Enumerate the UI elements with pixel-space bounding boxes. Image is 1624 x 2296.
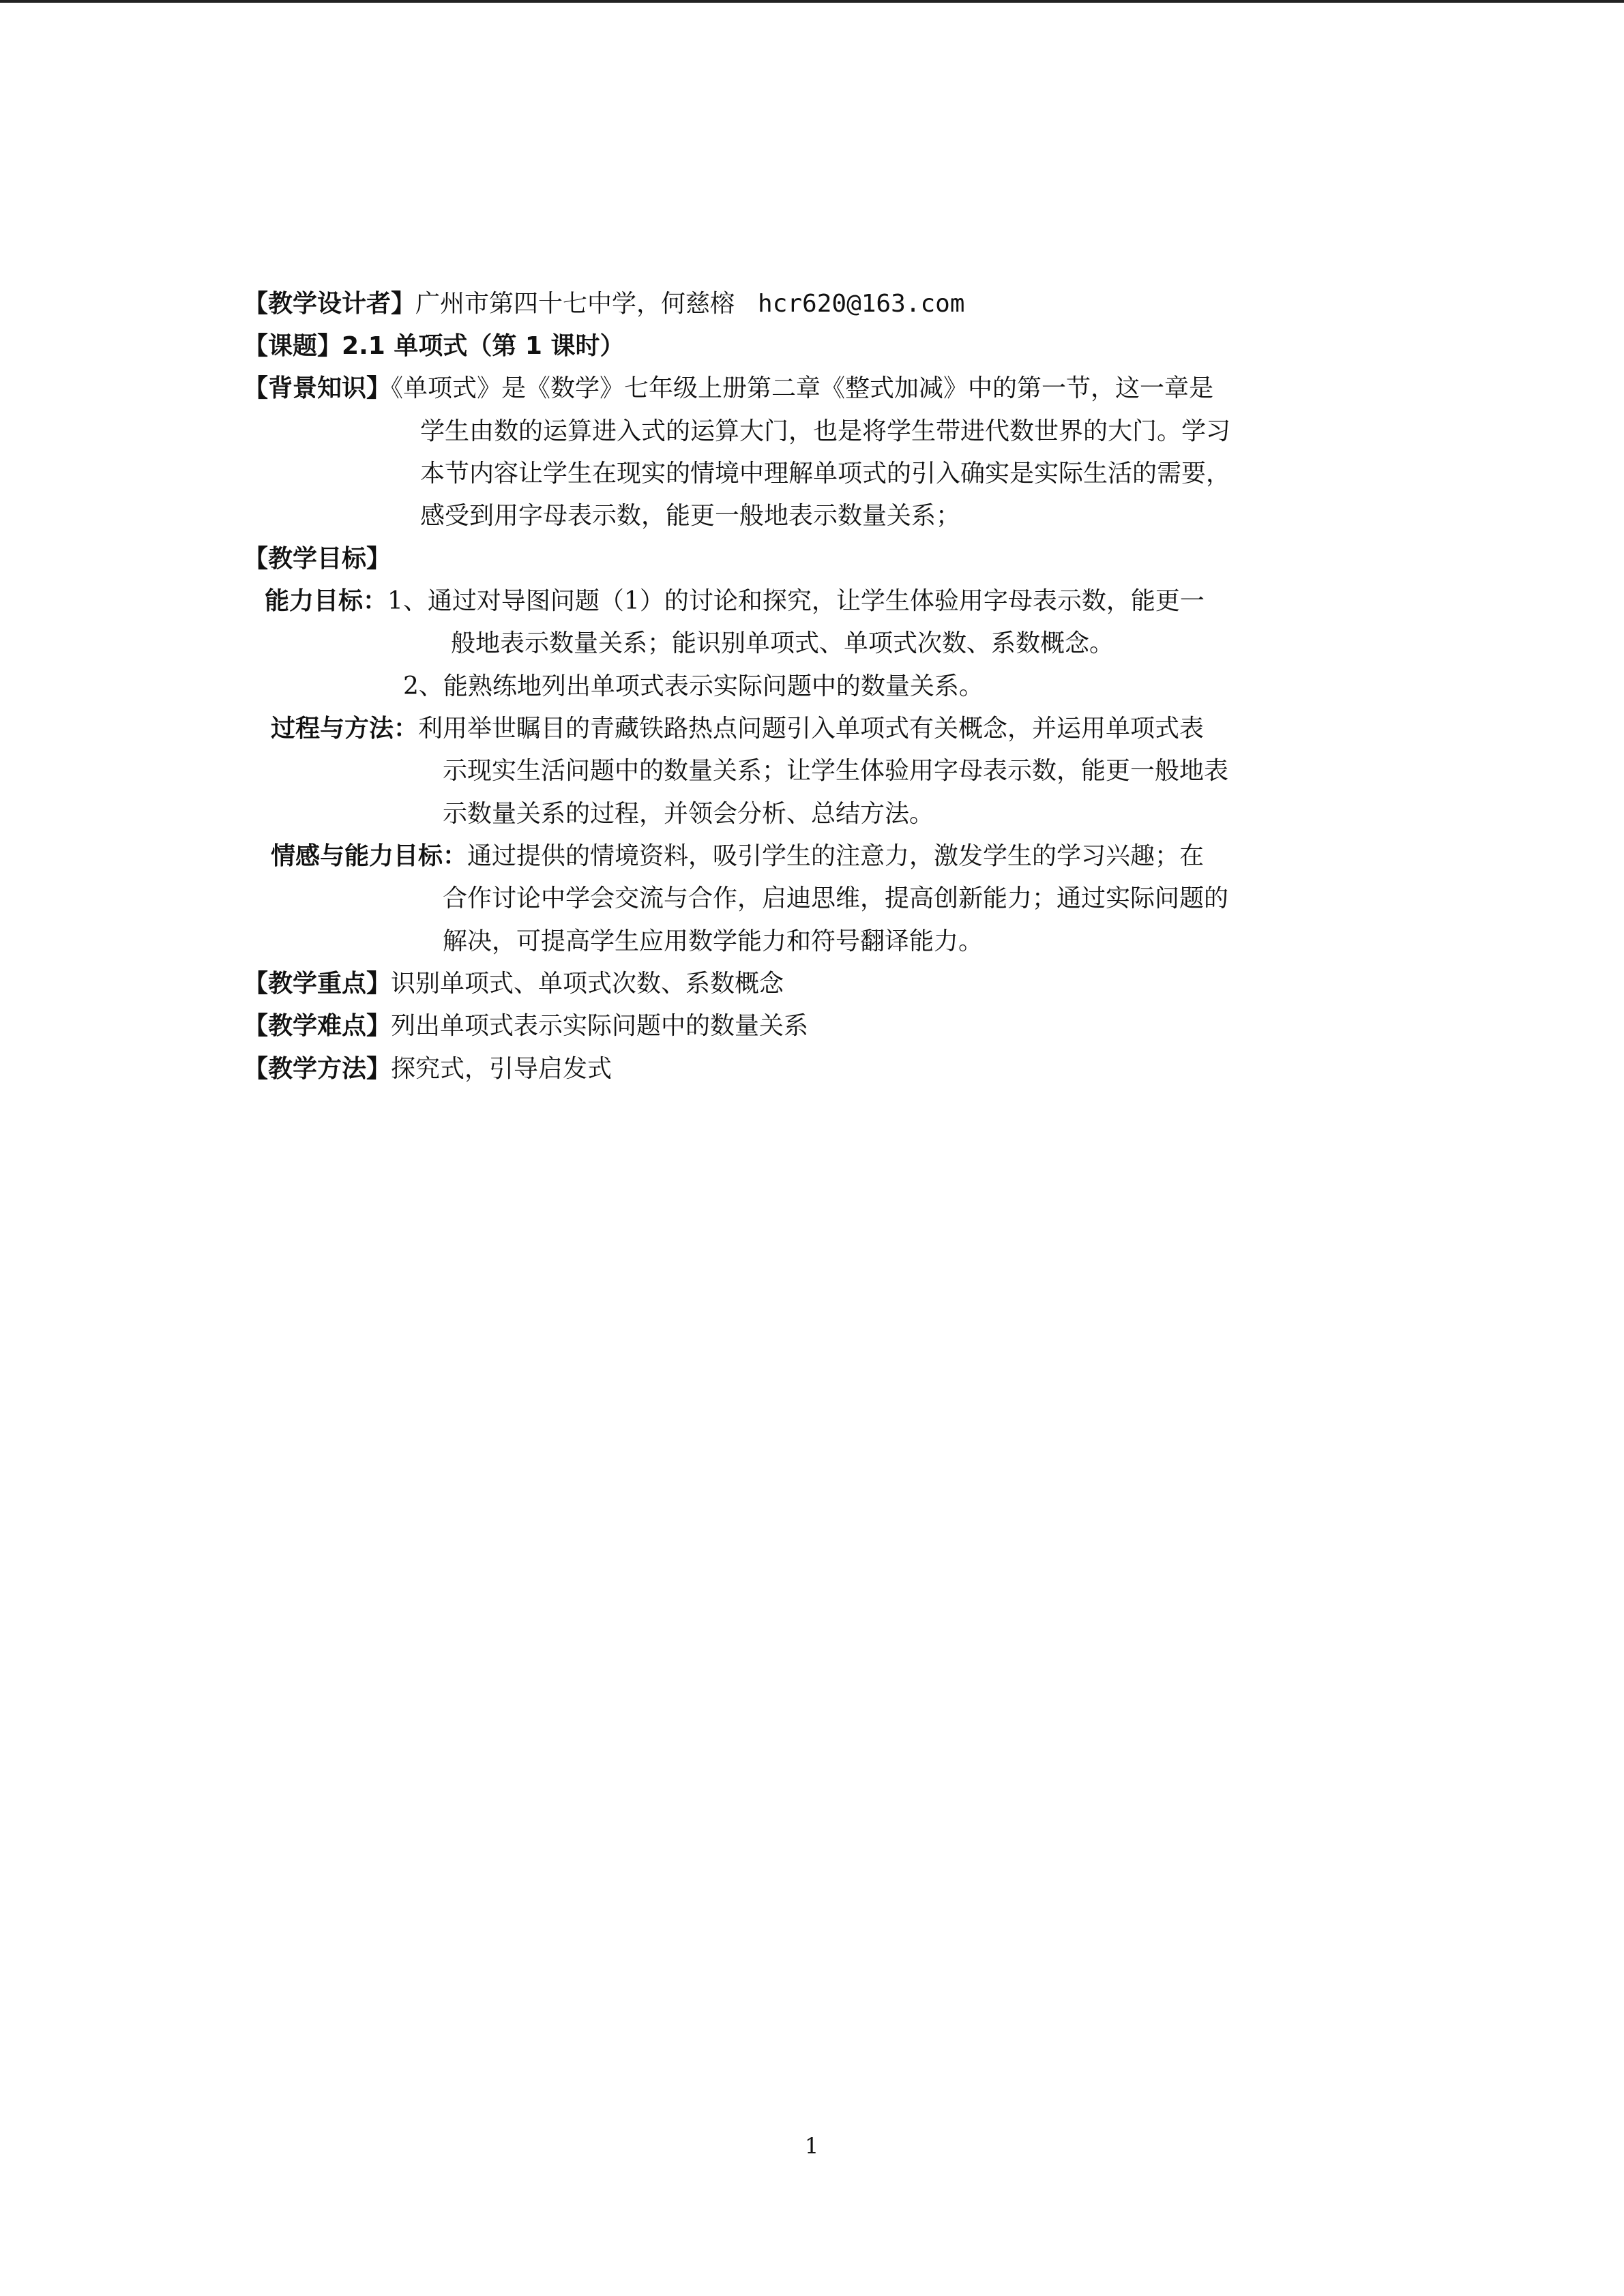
- designer-line: [243, 287, 964, 321]
- ability-item-2: 2、能熟练地列出单项式表示实际问题中的数量关系。: [403, 672, 984, 700]
- topic-value: 2.1 单项式（第 1 课时）: [342, 332, 625, 360]
- process-label: 过程与方法：: [271, 715, 419, 743]
- emotion-text-1: 通过提供的情境资料，吸引学生的注意力，激发学生的学习兴趣；在: [467, 842, 1205, 870]
- page-number: 1: [804, 2133, 819, 2159]
- ability-line-2: 般地表示数量关系；能识别单项式、单项式次数、系数概念。: [451, 629, 1114, 657]
- designer-label: 【教学设计者】: [243, 290, 416, 318]
- process-line-2: 示现实生活问题中的数量关系；让学生体验用字母表示数，能更一般地表: [443, 757, 1229, 785]
- designer-value: 广州市第四十七中学，何慈榕: [415, 290, 735, 318]
- difficulties-label: 【教学难点】: [243, 1012, 392, 1040]
- topic-line: [243, 329, 624, 363]
- process-line-1: [271, 712, 1204, 746]
- process-line-3: 示数量关系的过程，并领会分析、总结方法。: [443, 800, 934, 828]
- emotion-line-1: [271, 839, 1204, 874]
- background-line-4: 感受到用字母表示数，能更一般地表示数量关系；: [420, 502, 961, 530]
- key-points-label: 【教学重点】: [243, 970, 392, 998]
- emotion-label: 情感与能力目标：: [271, 842, 468, 870]
- background-line-3: 本节内容让学生在现实的情境中理解单项式的引入确实是实际生活的需要，: [420, 460, 1231, 488]
- background-line-2: 学生由数的运算进入式的运算大门，也是将学生带进代数世界的大门。学习: [420, 417, 1231, 445]
- methods-line: [243, 1052, 612, 1086]
- emotion-line-3: 解决，可提高学生应用数学能力和符号翻译能力。: [443, 927, 984, 955]
- process-text-1: 利用举世瞩目的青藏铁路热点问题引入单项式有关概念，并运用单项式表: [418, 715, 1205, 743]
- key-points-value: 识别单项式、单项式次数、系数概念: [391, 970, 784, 998]
- difficulties-line: [243, 1009, 808, 1043]
- ability-item1-text-1: 1、通过对导图问题（1）的讨论和探究，让学生体验用字母表示数，能更一: [387, 587, 1205, 615]
- background-text-1: 《单项式》是《数学》七年级上册第二章《整式加减》中的第一节，这一章是: [391, 374, 1214, 402]
- methods-label: 【教学方法】: [243, 1055, 392, 1083]
- key-points-line: [243, 967, 784, 1001]
- top-border: [0, 0, 1624, 3]
- designer-email: hcr620@163.com: [758, 290, 965, 318]
- difficulties-value: 列出单项式表示实际问题中的数量关系: [391, 1012, 809, 1040]
- background-label: 【背景知识】: [243, 374, 392, 402]
- topic-label: 【课题】: [243, 332, 342, 360]
- background-line-1: [243, 372, 1213, 406]
- objectives-label: 【教学目标】: [243, 545, 392, 573]
- ability-line-1: [265, 584, 1205, 618]
- methods-value: 探究式，引导启发式: [391, 1055, 612, 1083]
- ability-label: 能力目标：: [265, 587, 388, 615]
- emotion-line-2: 合作讨论中学会交流与合作，启迪思维，提高创新能力；通过实际问题的: [443, 884, 1229, 912]
